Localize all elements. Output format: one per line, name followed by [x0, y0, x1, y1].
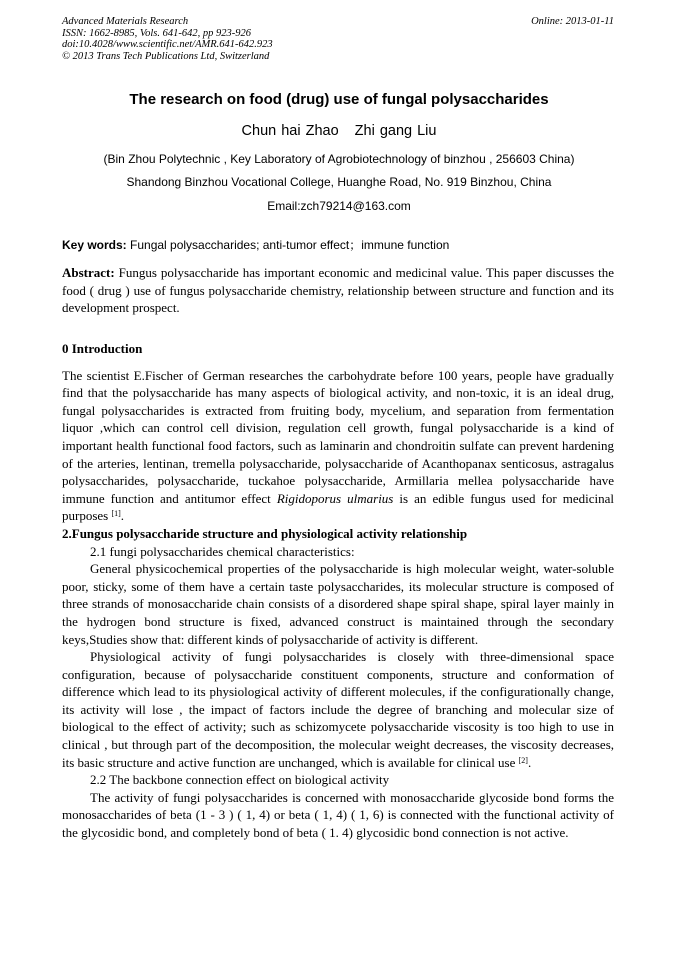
doi-line: doi:10.4028/www.scientific.net/AMR.641-642.923 [62, 39, 273, 50]
species-name: Rigidoporus ulmarius [276, 490, 394, 506]
online-date: Online: 2013-01-11 [531, 16, 614, 27]
subsection-heading-2-1: 2.1 fungi polysaccharides chemical characteristics: [90, 543, 355, 559]
keywords-text: Fungal polysaccharides; anti-tumor effect；immune function [126, 238, 450, 252]
author-name: Chun hai Zhao [241, 123, 339, 139]
affiliation-address: Shandong Binzhou Vocational College, Huanghe Road, No. 919 Binzhou, China [126, 175, 552, 189]
section-heading-introduction: 0 Introduction [62, 341, 143, 356]
citation-ref: [2] [518, 755, 528, 765]
keywords-label: Key words: [62, 238, 127, 252]
author-email: Email:zch79214@163.com [267, 199, 411, 213]
citation-ref: [1] [111, 509, 121, 519]
paragraph: The activity of fungi polysaccharides is concerned with monosaccharide glycoside bond forms the monosaccharides of beta (1 - 3 ) ( 1, 4) or beta ( 1, 4) ( 1, 6) is connected with the functional activity of the glycosidic bond, and completely bond of beta ( 1. 4) glycosidic bond connection is not active. [62, 789, 614, 841]
abstract-label: Abstract: [62, 265, 115, 280]
body-text [62, 340, 614, 842]
abstract-text: Fungus polysaccharide has important economic and medicinal value. This paper discusses the food ( drug ) use of fungus polysaccharide chemistry, relationship between structure and function and its development prospect. [62, 265, 614, 316]
paper-title: The research on food (drug) use of fungal polysaccharides [129, 91, 549, 108]
intro-paragraph: The scientist E.Fischer of German researches the carbohydrate before 100 years, people have gradually find that the polysaccharide has many aspects of biological activity, and non-toxic, it is an ideal drug, fungal polysaccharides is extracted from fruiting body, mycelium, and separation from fermentation liquor ,which can control cell division, regulation cell growth, fungal polysaccharide is a kind of important health functional food factors, such as laminarin and chondroitin sulfate can prevent hardening of the arteries, lentinan, tremella polysaccharide, polysaccharide of Acanthopanax senticosus, astragalus polysaccharides, polysaccharide, tuckahoe polysaccharide, Armillaria mellea polysaccharide have immune function and antitumor effect Rigidoporus ulmarius is an edible fungus used for medicinal purposes [1]. [62, 367, 615, 524]
copyright-line: © 2013 Trans Tech Publications Ltd, Switzerland [62, 50, 270, 62]
subsection-heading-2-2: 2.2 The backbone connection effect on biological activity [90, 772, 390, 788]
paragraph: Physiological activity of fungi polysaccharides is closely with three-dimensional space configuration, because of polysaccharide constituent components, structure and conformation of difference which lead to its physiological activity of different molecules, if the configurationally change, its activity will lose , the impact of factors include the degree of branching and molecular size of biological to the effect of activity; such as schizomycete polysaccharide viscosity is too high to use in clinical , but through part of the decomposition, the molecular weight decreases, the viscosity decreases, its basic structure and active function are unchanged, which is available for clinical use [2]. [62, 649, 614, 770]
section-heading-2: 2.Fungus polysaccharide structure and physiological activity relationship [62, 525, 468, 541]
author-list [0, 123, 678, 139]
affiliation-line: (Bin Zhou Polytechnic , Key Laboratory of Agrobiotechnology of binzhou , 256603 China) [103, 152, 575, 166]
abstract [62, 264, 614, 317]
journal-header [62, 16, 273, 62]
author-name: Zhi gang Liu [354, 123, 437, 139]
paragraph: General physicochemical properties of the polysaccharide is high molecular weight, water-soluble poor, sticky, some of them have a certain taste polysaccharides, its molecular structure is composed of three strands of monosaccharide chain consists of a disordered shape spiral shape, spiral layer mainly in the hydrogen bond structure is fixed, advanced construct is maintained through the secondary keys,Studies show that: different kinds of polysaccharide of activity is different. [62, 561, 614, 647]
keywords [62, 236, 449, 253]
journal-name: Advanced Materials Research [62, 16, 189, 27]
issn-line: ISSN: 1662-8985, Vols. 641-642, pp 923-926 [62, 27, 251, 39]
